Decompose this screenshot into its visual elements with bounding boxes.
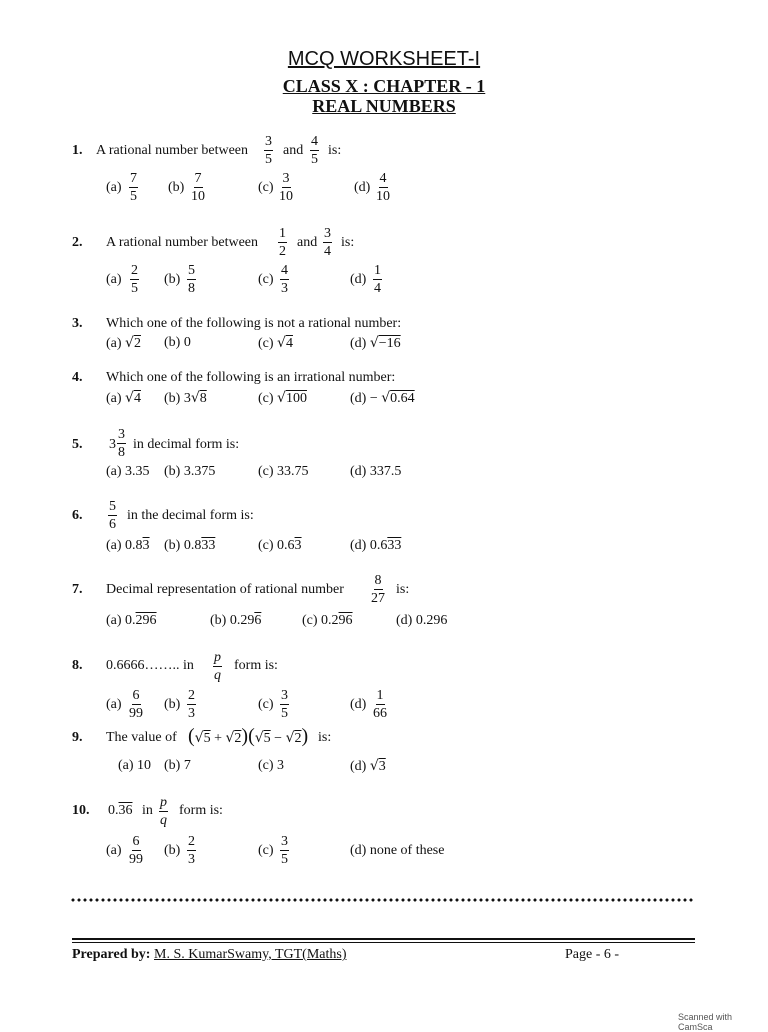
option-d-value: $\frac{1}{66}$: [373, 688, 387, 721]
question-number: 7.: [72, 582, 83, 597]
option-a: (a) 10: [118, 758, 152, 773]
question-number: 10.: [72, 803, 90, 818]
option-label: (b): [164, 697, 181, 712]
option-c: (c) √100: [258, 390, 307, 406]
question-text: is:: [341, 235, 355, 250]
option-a: (a) 3.35: [106, 464, 150, 479]
option-label: (a): [106, 843, 122, 858]
option-b: (b) 0.833: [164, 538, 216, 553]
fraction: $\frac{1}{2}$: [279, 226, 286, 259]
option-a: (a) 0.83: [106, 538, 150, 553]
fraction: $\frac{p}{q}$: [214, 650, 221, 683]
question-text: form is:: [234, 658, 278, 673]
option-c: (c) 33.75: [258, 464, 309, 479]
option-label: (d): [354, 180, 371, 195]
option-d-value: $\frac{1}{4}$: [374, 263, 381, 296]
option-b: (b) 3.375: [164, 464, 216, 479]
option-label: (b): [164, 272, 181, 287]
option-label: (b): [164, 843, 181, 858]
option-d: (d) − √0.64: [350, 390, 415, 406]
option-b: (b) 0: [164, 335, 191, 350]
option-b-value: $\frac{5}{8}$: [188, 263, 195, 296]
option-label: (c): [258, 180, 274, 195]
question-text: in: [142, 803, 153, 818]
footer-rule: [72, 938, 695, 940]
scan-watermark: Scanned with CamSca: [678, 1012, 733, 1032]
option-b: (b) 3√8: [164, 390, 207, 406]
mixed-whole: 3: [109, 437, 116, 452]
question-text: A rational number between: [106, 235, 259, 250]
option-label: (a): [106, 272, 122, 287]
option-c: (c) 0.296: [302, 613, 353, 628]
option-a-value: $\frac{6}{99}$: [129, 688, 143, 721]
question-text: and: [297, 235, 318, 250]
option-label: (c): [258, 272, 274, 287]
option-c: (c) √4: [258, 335, 293, 351]
question-text: is:: [396, 582, 410, 597]
question-text: is:: [318, 730, 332, 745]
question-text: and: [283, 143, 304, 158]
option-a: (a) √4: [106, 390, 141, 406]
page-number: Page - 6 -: [565, 947, 620, 962]
question-text: in the decimal form is:: [127, 508, 254, 523]
option-label: (a): [106, 697, 122, 712]
option-a: (a) 0.296: [106, 613, 157, 628]
class-chapter-line: CLASS X : CHAPTER - 1: [282, 76, 486, 96]
option-c: (c) 0.63: [258, 538, 302, 553]
chapter-subject: REAL NUMBERS: [312, 96, 456, 116]
option-label: (a): [106, 180, 122, 195]
question-number: 4.: [72, 370, 83, 385]
fraction: $\frac{p}{q}$: [160, 795, 167, 828]
option-c-value: $\frac{3}{5}$: [281, 834, 288, 867]
question-number: 9.: [72, 730, 83, 745]
question-number: 1.: [72, 143, 83, 158]
option-d-value: $\frac{4}{10}$: [376, 171, 390, 204]
question-text: in decimal form is:: [133, 437, 240, 452]
option-d: (d) 337.5: [350, 464, 402, 479]
recurring-decimal: 0.36: [108, 803, 133, 818]
fraction: $\frac{3}{8}$: [118, 427, 125, 460]
option-b: (b) 0.296: [210, 613, 262, 628]
prepared-by-label: Prepared by:: [72, 947, 151, 962]
option-b: (b) 7: [164, 758, 191, 773]
question-number: 2.: [72, 235, 83, 250]
option-d: (d) 0.633: [350, 538, 402, 553]
fraction: $\frac{4}{5}$: [311, 134, 318, 167]
question-number: 3.: [72, 316, 83, 331]
option-d: (d) 0.296: [396, 613, 448, 628]
option-b-value: $\frac{2}{3}$: [188, 834, 195, 867]
option-b-value: $\frac{7}{10}$: [191, 171, 205, 204]
question-text: The value of: [106, 730, 177, 745]
option-label: (c): [258, 697, 274, 712]
option-label: (d): [350, 272, 367, 287]
question-text: is:: [328, 143, 342, 158]
option-a-value: $\frac{7}{5}$: [130, 171, 137, 204]
option-c-value: $\frac{3}{10}$: [279, 171, 293, 204]
option-d: (d) none of these: [350, 843, 445, 858]
question-text: Which one of the following is not a rational number:: [106, 316, 402, 331]
dotted-separator: [70, 898, 695, 902]
question-text: form is:: [179, 803, 223, 818]
option-b-value: $\frac{2}{3}$: [188, 688, 195, 721]
option-label: (b): [168, 180, 185, 195]
option-c-value: $\frac{3}{5}$: [281, 688, 288, 721]
fraction: $\frac{5}{6}$: [109, 499, 116, 532]
option-a: (a) √2: [106, 335, 141, 351]
footer-rule: [72, 942, 695, 943]
option-c-value: $\frac{4}{3}$: [281, 263, 288, 296]
option-label: (d): [350, 697, 367, 712]
question-number: 8.: [72, 658, 83, 673]
option-d: (d) √−16: [350, 335, 401, 351]
question-number: 6.: [72, 508, 83, 523]
option-a-value: $\frac{2}{5}$: [131, 263, 138, 296]
option-d: (d) √3: [350, 758, 386, 774]
question-text: Decimal representation of rational number: [106, 582, 344, 597]
option-a-value: $\frac{6}{99}$: [129, 834, 143, 867]
question-text: A rational number between: [96, 143, 249, 158]
fraction: $\frac{3}{5}$: [265, 134, 272, 167]
option-label: (c): [258, 843, 274, 858]
question-text: Which one of the following is an irrational number:: [106, 370, 396, 385]
question-text: 0.6666…….. in: [106, 658, 194, 673]
worksheet-title: MCQ WORKSHEET-I: [287, 48, 481, 70]
fraction: $\frac{3}{4}$: [324, 226, 331, 259]
math-expression: (√5 + √2)(√5 − √2): [188, 725, 309, 747]
fraction: $\frac{8}{27}$: [371, 573, 385, 606]
question-number: 5.: [72, 437, 83, 452]
author-name: M. S. KumarSwamy, TGT(Maths): [154, 947, 347, 962]
option-c: (c) 3: [258, 758, 285, 773]
